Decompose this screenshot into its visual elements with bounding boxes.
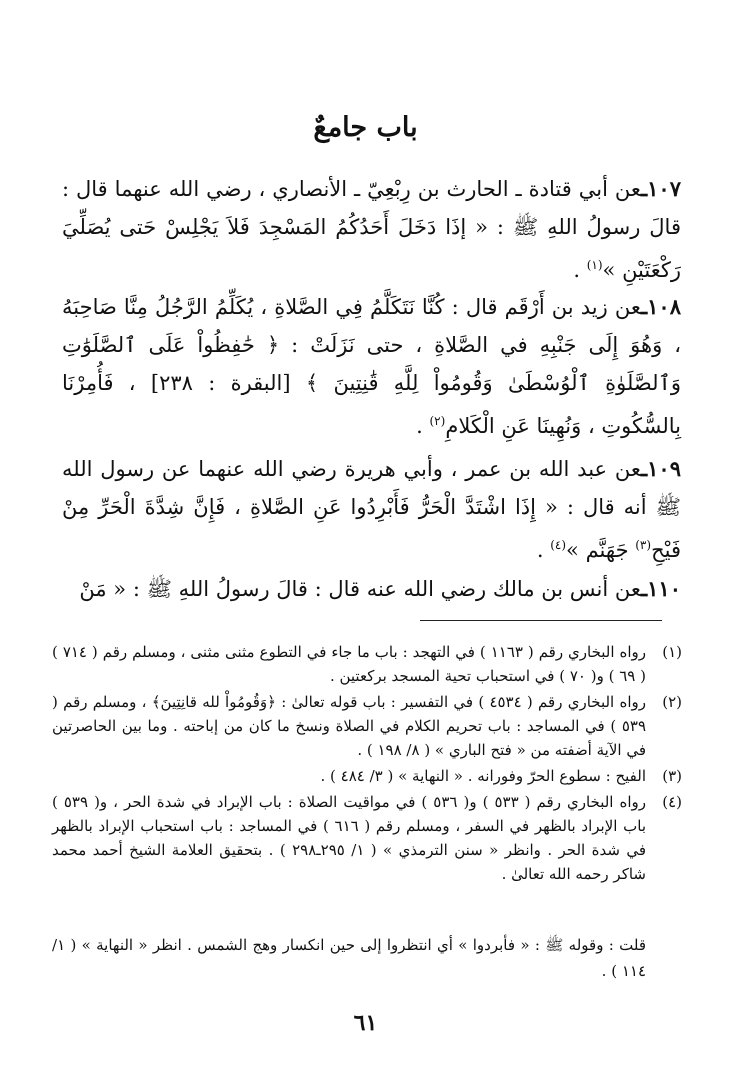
footnotes <box>52 640 682 888</box>
footnote-marker: (٢) <box>662 693 682 711</box>
footnote-ref: (٢) <box>429 414 446 428</box>
hadith-text: عن عبد الله بن عمر ، وأبي هريرة رضي الله عنهما عن رسول الله ﷺ أنه قال : « إِذَا اشْتَدَّ الْحَرُّ فَأَبْرِدُوا عَنِ الصَّلاةِ ، فَإِنَّ شِدَّةَ الْحَرِّ مِنْ فَيْحِ <box>62 457 681 562</box>
footnote-2 <box>52 690 682 762</box>
footnote-text: رواه البخاري رقم ( ٤٥٣٤ ) في التفسير : باب قوله تعالىٰ : ﴿وَقُومُواْ لله قانِتِينَ﴾ ، ومسلم رقم ( ٥٣٩ ) في المساجد : باب تحريم الكلام في الصلاة ونسخ ما كان من إباحته . وما بين الحاصرتين في الآية أضفته من « فتح الباري » ( ٨/ ١٩٨ ) . <box>52 693 646 759</box>
footnote-marker: (٤) <box>662 793 682 811</box>
hadith-number: ١٠٨ـ <box>641 294 681 319</box>
hadith-number: ١٠٩ـ <box>641 456 681 481</box>
hadith-text: عن أنس بن مالك رضي الله عنه قال : قالَ رسولُ اللهِ ﷺ : « مَنْ <box>79 577 641 601</box>
footnote-text: الفيح : سطوع الحرّ وفورانه . « النهاية » ( ٣/ ٤٨٤ ) . <box>320 767 646 785</box>
hadith-109 <box>62 450 681 569</box>
hadith-108 <box>62 288 681 445</box>
footnote-3 <box>52 764 682 788</box>
hadith-number: ١٠٧ـ <box>641 176 681 201</box>
chapter-title: باب جامعٌ <box>313 112 418 143</box>
page-number: ٦١ <box>353 1010 378 1036</box>
footnote-4 <box>52 790 682 886</box>
hadith-tail: . <box>536 538 551 562</box>
hadith-tail: . <box>573 258 587 282</box>
footnote-text: رواه البخاري رقم ( ١١٦٣ ) في التهجد : باب ما جاء في التطوع مثنى مثنى ، ومسلم رقم ( ٧١٤ ) ( ٦٩ ) و( ٧٠ ) في استحباب تحية المسجد بركعتين . <box>52 643 647 685</box>
footnote-1 <box>52 640 682 688</box>
footnote-ref: (٣) <box>635 538 652 552</box>
footnote-text: رواه البخاري رقم ( ٥٣٣ ) و( ٥٣٦ ) في مواقيت الصلاة : باب الإبراد في شدة الحر ، و( ٥٣٩ ) باب الإبراد بالظهر في السفر ، ومسلم رقم ( ٦١٦ ) في المساجد : باب استحباب الإبراد بالظهر في شدة الحر . وانظر « سنن الترمذي » ( ١/ ٢٩٥ـ٢٩٨ ) . بتحقيق العلامة الشيخ أحمد محمد شاكر رحمه الله تعالىٰ . <box>52 793 646 883</box>
footnote-divider <box>420 620 662 621</box>
hadith-number: ١١٠ـ <box>641 576 681 601</box>
footnote-marker: (١) <box>662 643 682 661</box>
footnote-ref: (٤) <box>550 538 567 552</box>
footnote-ref: (١) <box>586 258 603 272</box>
hadith-text: عن زيد بن أَرْقَم قال : كُنَّا نَتَكَلَّمُ فِي الصَّلاةِ ، يُكَلِّمُ الرَّجُلُ مِنَّا صَاحِبَهُ ، وَهُوَ إِلَى جَنْبِهِ في الصَّلاةِ ، حتى نَزَلَتْ : ﴿ حَٰفِظُواْ عَلَى ٱلصَّلَوَٰتِ وَٱلصَّلَوٰةِ ٱلْوُسْطَىٰ وَقُومُواْ لِلَّهِ قَٰنِتِينَ ﴾ [البقرة : ٢٣٨] ، فَأُمِرْنَا بِالسُّكُوتِ ، وَنُهِينَا عَنِ الْكَلامِ <box>62 295 681 438</box>
hadith-tail: . <box>416 414 430 438</box>
editor-note: قلت : وقوله ﷺ : « فأبردوا » أي انتظروا إلى حين انكسار وهج الشمس . انظر « النهاية » ( ١/ ١١٤ ) . <box>52 936 646 980</box>
hadith-text-continued: جَهَنَّم » <box>566 538 636 562</box>
hadith-text: عن أبي قتادة ـ الحارث بن رِبْعِيّ ـ الأنصاري ، رضي الله عنهما قال : قالَ رسولُ اللهِ ﷺ : « إذَا دَخَلَ أَحَدُكُمُ المَسْجِدَ فَلاَ يَجْلِسْ حَتى يُصَلِّيَ رَكْعَتَيْنِ » <box>62 177 681 282</box>
hadith-110 <box>62 570 681 608</box>
hadith-107 <box>62 170 681 289</box>
footnote-marker: (٣) <box>662 767 682 785</box>
